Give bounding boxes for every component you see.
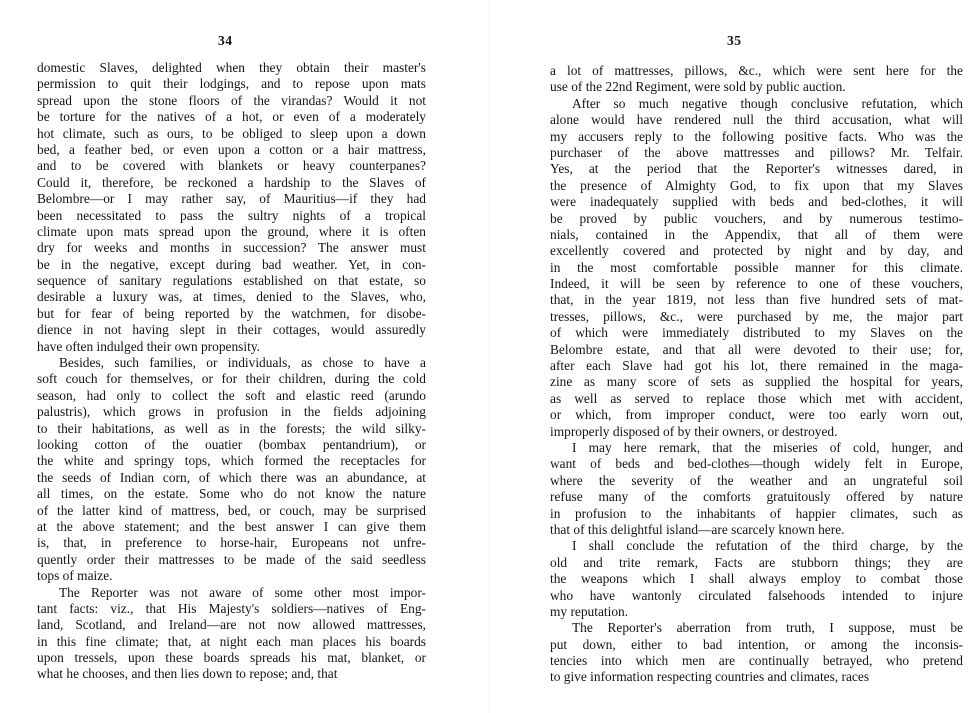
text-line: where the severity of the weather and an ungrateful soil (550, 472, 963, 488)
text-line: who have wantonly circulated falsehoods intended to injure (550, 587, 963, 603)
text-line: permission to quit their lodgings, and to repose upon mats (37, 76, 426, 92)
text-line: but for fear of being reported by the watchmen, for disobe- (37, 305, 426, 321)
text-line: my accusers reply to the following positive facts. Who was the (550, 128, 963, 144)
right-page (520, 0, 980, 713)
text-line: desirable a luxury was, at times, denied to the Slaves, who, (37, 289, 426, 305)
text-line: dry for weeks and months in succession? The answer must (37, 240, 426, 256)
text-line: after each Slave had got his lot, there remained in the maga- (550, 358, 963, 374)
text-line: nials, contained in the Appendix, that all of them were (550, 226, 963, 242)
text-line: at the above statement; and the best answer I can give them (37, 518, 426, 534)
text-line: been necessitated to pass the sultry nights of a tropical (37, 207, 426, 223)
text-line: Besides, such families, or individuals, as chose to have a (59, 355, 426, 371)
text-line: in profusion to the inhabitants of happier climates, such as (550, 505, 963, 521)
text-line: all times, on the estate. Some who do not know the nature (37, 486, 426, 502)
text-line: to give information respecting countries and climates, races (550, 669, 870, 685)
text-line: old and trite remark, Facts are stubborn things; they are (550, 554, 963, 570)
text-line: were inadequately supplied with beds and bed-clothes, it will (550, 194, 963, 210)
text-line: a lot of mattresses, pillows, &c., which were sent here for the (550, 63, 963, 78)
text-line: the white and springy tops, which formed the receptacles for (37, 453, 426, 469)
text-line: improperly disposed of by their owners, or destroyed. (550, 423, 838, 439)
text-line: tant facts: viz., that His Majesty's soldiers—natives of Eng- (37, 600, 426, 616)
right-page-text (550, 63, 963, 686)
text-line: that, in the year 1819, not less than five hundred sets of mat- (550, 292, 963, 308)
book-gutter (488, 0, 490, 713)
text-line: Belombre estate, and that all were devoted to their use; for, (550, 341, 963, 357)
text-line: is, that, in preference to horse-hair, Europeans not unfre- (37, 535, 426, 551)
text-line: be in the negative, except during bad weather. Yet, in con- (37, 256, 426, 272)
text-line: the presence of Almighty God, to fix upon that my Slaves (550, 177, 963, 193)
text-line: bed, a feather bed, or even upon a cotton or a hair mattress, (37, 141, 426, 157)
text-line: dience in not having slept in their cottages, would assuredly (37, 322, 426, 338)
text-line: be proved by public vouchers, and by numerous testimo- (550, 210, 963, 226)
text-line: looking cotton of the ouatier (bombax pentandrium), or (37, 436, 426, 452)
text-line: want of beds and bed-clothes—though widely felt in Europe, (550, 456, 963, 472)
text-line: tresses, pillows, &c., were purchased by me, the major part (550, 308, 963, 324)
text-line: The Reporter's aberration from truth, I suppose, must be (572, 620, 963, 636)
text-line: soft couch for themselves, or for their children, during the cold (37, 371, 426, 387)
text-line: The Reporter was not aware of some other most impor- (59, 584, 426, 600)
text-line: spread upon the stone floors of the virandas? Would it not (37, 92, 426, 108)
text-line: tops of maize. (37, 568, 113, 584)
text-line: the seeds of Indian corn, of which there was an abundance, at (37, 469, 426, 485)
text-line: Indeed, it will be seen by reference to one of these vouchers, (550, 276, 963, 292)
text-line: upon tressels, upon these boards spreads his mat, blanket, or (37, 650, 426, 666)
text-line: of which were immediately distributed to my Slaves on the (550, 325, 963, 341)
text-line: Could it, therefore, be reckoned a hardship to the Slaves of (37, 174, 426, 190)
text-line: the weapons which I shall always employ to combat those (550, 571, 963, 587)
text-line: land, Scotland, and Ireland—are not now allowed mattresses, (37, 617, 426, 633)
text-line: quently order their mattresses to be made of the said seedless (37, 551, 426, 567)
text-line: zine as many score of sets as supplied the hospital for years, (550, 374, 963, 390)
text-line: domestic Slaves, delighted when they obtain their master's (37, 60, 426, 75)
text-line: Belombre—or I may rather say, of Mauritius—if they had (37, 191, 426, 207)
left-page-number: 34 (218, 33, 233, 48)
text-line: I shall conclude the refutation of the third charge, by the (572, 538, 963, 554)
left-page-text (37, 60, 426, 683)
text-line: in this fine climate; that, at night each man places his boards (37, 633, 426, 649)
right-page-number: 35 (727, 33, 742, 48)
text-line: be torture for the natives of a hot, or even of a moderately (37, 109, 426, 125)
text-line: use of the 22nd Regiment, were sold by public auction. (550, 79, 846, 95)
text-line: to their habitations, as well as in the forests; the wild silky- (37, 420, 426, 436)
text-line: purchaser of the above mattresses and pillows? Mr. Telfair. (550, 144, 963, 160)
text-line: season, had only to collect the soft and elastic reed (arundo (37, 387, 426, 403)
text-line: After so much negative though conclusive refutation, which (572, 95, 963, 111)
text-line: refuse many of the comforts gratuitously offered by nature (550, 489, 963, 505)
text-line: that of this delightful island—are scarcely known here. (550, 521, 845, 537)
text-line: of the latter kind of mattress, bed, or couch, may be surprised (37, 502, 426, 518)
left-page (0, 0, 470, 713)
text-line: or which, from improper conduct, were too early worn out, (550, 407, 963, 423)
text-line: alone would have rendered null the third accusation, what will (550, 112, 963, 128)
text-line: and to be covered with blankets or heavy counterpanes? (37, 158, 426, 174)
text-line: climate upon mats spread upon the ground, where it is often (37, 223, 426, 239)
text-line: what he chooses, and then lies down to repose; and, that (37, 666, 338, 682)
text-line: hot climate, such as ours, to be obliged to sleep upon a down (37, 125, 426, 141)
text-line: tencies into which men are continually betrayed, who pretend (550, 653, 963, 669)
text-line: as well as served to replace those which met with accident, (550, 390, 963, 406)
text-line: I may here remark, that the miseries of cold, hunger, and (572, 439, 963, 455)
text-line: Yes, at the period that the Reporter's witnesses dared, in (550, 161, 963, 177)
text-line: excellently covered and protected by night and by day, and (550, 243, 963, 259)
text-line: in the most comfortable possible manner for this climate. (550, 259, 963, 275)
text-line: put down, either to bad intention, or among the inconsis- (550, 636, 963, 652)
text-line: sequence of sanitary regulations established on that estate, so (37, 273, 426, 289)
text-line: have often indulged their own propensity. (37, 338, 260, 354)
text-line: my reputation. (550, 603, 629, 619)
text-line: palustris), which grows in profusion in the fields adjoining (37, 404, 426, 420)
